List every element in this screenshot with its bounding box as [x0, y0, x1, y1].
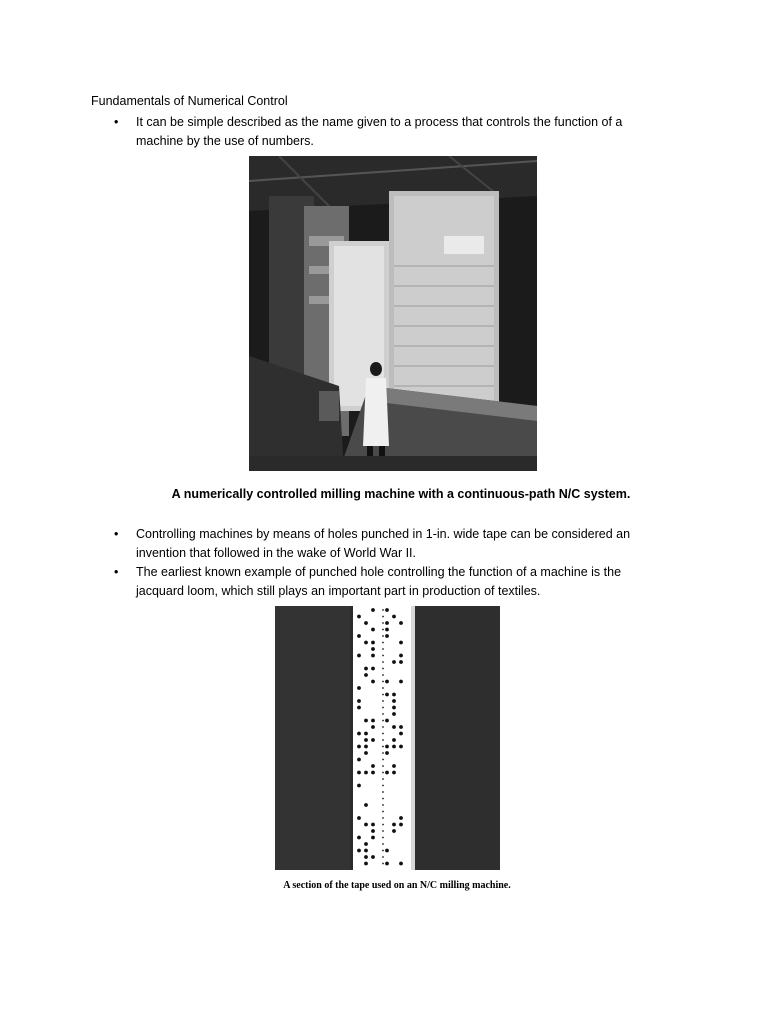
- figure-caption: A section of the tape used on an N/C milling machine.: [283, 880, 511, 891]
- figure-caption: A numerically controlled milling machine with a continuous-path N/C system.: [171, 487, 631, 501]
- bullet-text: It can be simple described as the name given to a process that controls the function of a machine by the use of numbers.: [136, 115, 623, 148]
- section-heading: Fundamentals of Numerical Control: [91, 94, 288, 108]
- bullet-text: Controlling machines by means of holes punched in 1-in. wide tape can be considered an invention that followed in the wake of World War II.: [136, 527, 631, 560]
- bullet-text: The earliest known example of punched hole controlling the function of a machine is the jacquard loom, which still plays an important part in production of textiles.: [136, 565, 622, 598]
- punched-tape-photo: [275, 606, 500, 870]
- bullet-marker: •: [114, 527, 119, 541]
- bullet-marker: •: [114, 115, 119, 129]
- milling-machine-photo: [249, 156, 537, 471]
- bullet-marker: •: [114, 565, 119, 579]
